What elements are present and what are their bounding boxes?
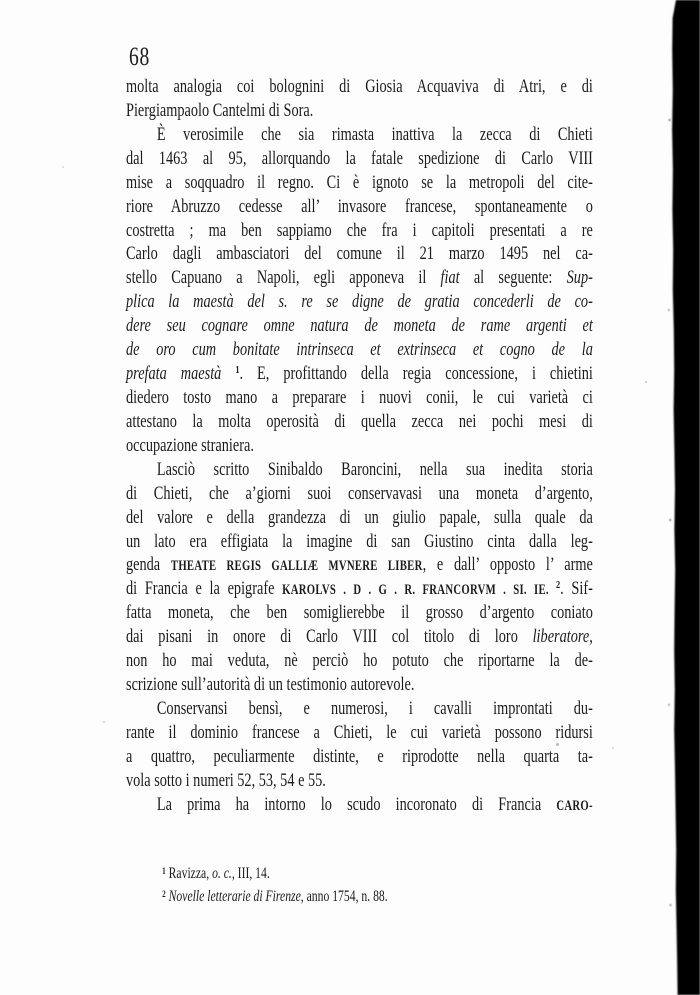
text-segment: , e dall’ opposto l’ arme: [422, 554, 593, 576]
superscript-reference: 1: [235, 364, 240, 377]
text-segment: THEATE REGIS GALLIÆ MVNERE LIBER: [170, 558, 423, 575]
text-segment: fatta moneta, che ben somiglierebbe il grosso d’argento coniato: [126, 602, 593, 624]
scan-speck: [612, 747, 614, 749]
text-segment: del valore e della grandezza di un giulio papale, sulla quale da: [126, 506, 593, 528]
text-segment: attestano la molta operosità di quella zecca nei pochi mesi di: [126, 410, 593, 432]
footnote-marker: 2: [162, 890, 166, 901]
text-segment: molta analogia coi bolognini di Giosia Acquaviva di Atri, e di: [126, 76, 593, 97]
page-number: 68: [129, 42, 151, 71]
text-segment: diedero tosto mano a preparare i nuovi conii, le cui varietà ci: [126, 386, 593, 408]
scan-speck: [645, 381, 647, 383]
text-segment: , III, 14.: [231, 865, 270, 882]
text-segment: costretta ; ma ben sappiamo che fra i capitoli presentati a re: [126, 219, 593, 241]
text-segment: liberatore,: [532, 626, 593, 648]
text-segment: È verosimile che sia rimasta inattiva la zecca di Chieti: [156, 123, 593, 145]
text-segment: KAROLVS . D . G . R. FRANCORVM . SI. IE.: [282, 582, 556, 599]
text-segment: vola sotto i numeri 52, 53, 54 e 55.: [126, 769, 326, 791]
text-segment: de oro cum bonitate intrinseca et extrinseca et cogno de la: [126, 339, 593, 361]
text-segment: dai pisani in onore di Carlo VIII col titolo di loro: [126, 626, 533, 648]
text-segment: prefata maestà: [126, 363, 236, 385]
text-segment: Ravizza,: [165, 865, 213, 882]
text-segment: Piergiampaolo Cantelmi di Sora.: [126, 99, 314, 121]
footnote-marker: 1: [162, 867, 166, 877]
text-segment: Carlo dagli ambasciatori del comune il 21 marzo 1495 nel ca-: [126, 243, 593, 265]
scan-speck: [103, 721, 105, 723]
text-segment: scrizione sull’autorità di un testimonio autorevole.: [126, 674, 415, 696]
text-segment: Conservansi bensì, e numerosi, i cavalli improntati du-: [156, 697, 593, 719]
text-segment: dal 1463 al 95, allorquando la fatale spedizione di Carlo VIII: [126, 147, 593, 169]
text-segment: plica la maestà del s. re se digne de gratia concederli de co-: [126, 291, 593, 313]
text-segment: a quattro, peculiarmente distinte, e riprodotte nella quarta ta-: [126, 745, 593, 767]
text-segment: di Chieti, che a’giorni suoi conservavasi una moneta d’argento,: [126, 482, 593, 504]
text-segment: occupazione straniera.: [126, 434, 254, 456]
text-segment: o. c.: [212, 865, 232, 882]
text-segment: Novelle letterarie di Firenze: [168, 888, 301, 906]
text-segment: non ho mai veduta, nè perciò ho potuto che riportarne la de-: [126, 650, 593, 672]
scan-speck: [62, 166, 64, 168]
text-segment: dere seu cognare omne natura de moneta de rame argenti et: [126, 315, 593, 337]
text-segment: un lato era effigiata la imagine di san Giustino cinta dalla leg-: [126, 530, 593, 552]
text-segment: , anno 1754, n. 88.: [300, 888, 388, 906]
text-segment: fiat: [440, 267, 460, 289]
text-segment: Lasciò scritto Sinibaldo Baroncini, nella sua inedita storia: [156, 458, 593, 480]
text-segment: La prima ha intorno lo scudo incoronato di Francia: [156, 793, 557, 815]
text-segment: rante il dominio francese a Chieti, le cui varietà possono ridursi: [126, 721, 593, 743]
text-segment: di Francia e la epigrafe: [126, 578, 283, 600]
text-segment: al seguente:: [459, 267, 567, 289]
text-segment: CARO-: [556, 797, 593, 814]
superscript-reference: 2: [555, 579, 561, 592]
text-segment: stello Capuano a Napoli, egli apponeva il: [126, 267, 441, 289]
text-segment: mise a soqquadro il regno. Ci è ignoto se la metropoli del cite-: [126, 171, 593, 193]
text-segment: . E, profittando della regia concessione, i chietini: [239, 363, 593, 385]
text-segment: Sup-: [566, 267, 593, 289]
text-segment: riore Abruzzo cedesse all’ invasore francese, spontaneamente o: [126, 195, 593, 217]
scan-speck: [556, 743, 559, 746]
text-segment: genda: [126, 554, 171, 576]
text-segment: . Sif-: [560, 578, 593, 600]
